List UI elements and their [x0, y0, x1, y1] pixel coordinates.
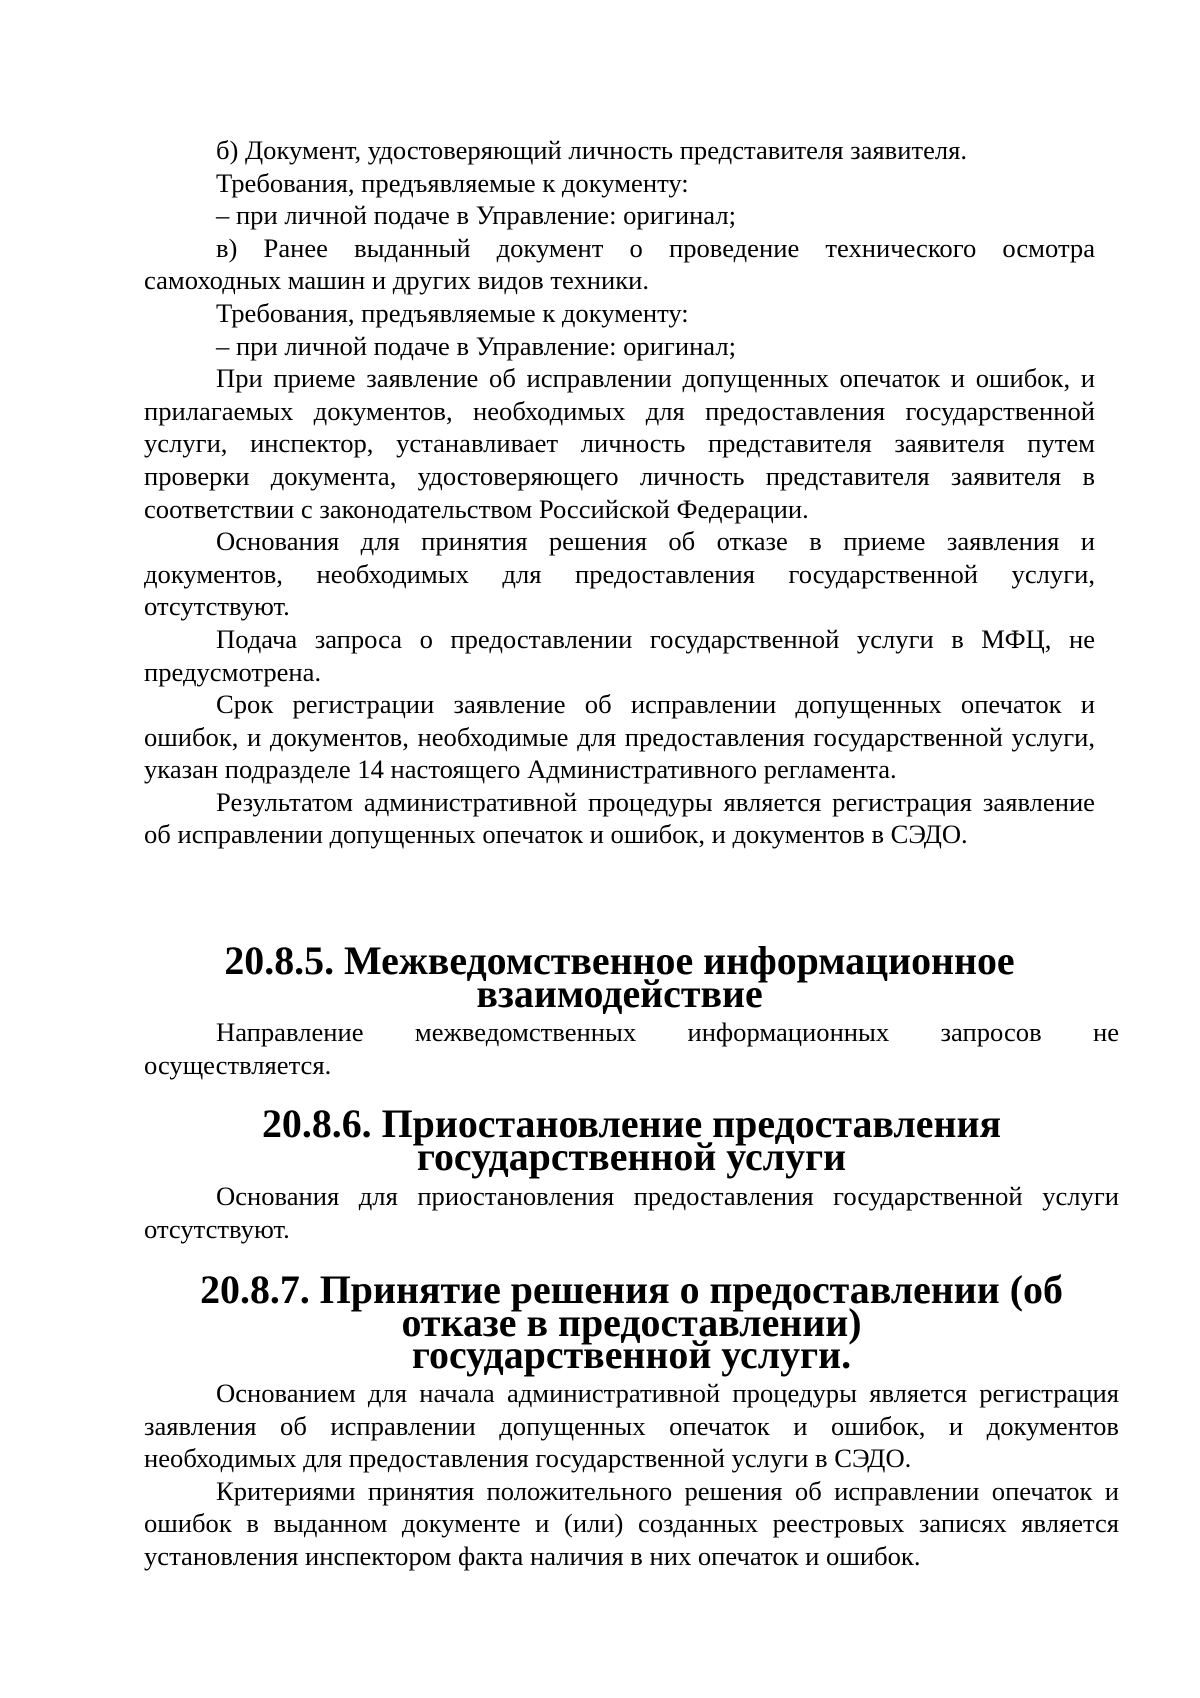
paragraph: Срок регистрации заявление об исправлении допущенных опечаток и ошибок, и документов, необходимые для предоставления государственной услуги, указан подразделе 14 настоящего Административного регламента. [144, 689, 1095, 785]
section-heading-line: 20.8.7. Принятие решения о предоставлении (об отказе в предоставлении) [200, 1267, 1063, 1345]
section-top-body [144, 134, 1095, 851]
paragraph: Результатом административной процедуры является регистрация заявление об исправлении допущенных опечаток и ошибок, и документов в СЭДО. [144, 786, 1095, 850]
paragraph: – при личной подаче в Управление: оригинал; [216, 330, 737, 361]
section-body [144, 1180, 1119, 1245]
section-heading-line: государственной услуги. [411, 1332, 852, 1378]
section-body [144, 1377, 1119, 1573]
paragraph: в) Ранее выданный документ о проведение технического осмотра самоходных машин и других видов техники. [144, 232, 1095, 296]
paragraph: Подача запроса о предоставлении государственной услуги в МФЦ, не предусмотрена. [144, 623, 1095, 687]
section-heading: 20.8.5. Межведомственное информационное взаимодействие [224, 938, 1015, 1016]
paragraph: Требования, предъявляемые к документу: [216, 167, 689, 198]
paragraph: Требования, предъявляемые к документу: [216, 297, 689, 328]
paragraph: Направление межведомственных информационных запросов не осуществляется. [144, 1017, 1119, 1080]
paragraph: Основания для принятия решения об отказе в приеме заявления и документов, необходимых для предоставления государственной услуги, отсутствуют. [144, 526, 1095, 622]
section-heading: 20.8.6. Приостановление предоставления государственной услуги [261, 1101, 1002, 1179]
paragraph: Критериями принятия положительного решения об исправлении опечаток и ошибок в выданном документе и (или) созданных реестровых записях является установления инспектором факта наличия в них опечаток и ошибок. [144, 1475, 1119, 1571]
paragraph: – при личной подаче в Управление: оригинал; [216, 200, 737, 231]
paragraph: Основанием для начала административной процедуры является регистрация заявления об исправлении допущенных опечаток и ошибок, и документов необходимых для предоставления государственной услуги в СЭДО. [144, 1378, 1119, 1474]
paragraph: б) Документ, удостоверяющий личность представителя заявителя. [216, 135, 968, 165]
section-heading [144, 1267, 1119, 1378]
section-body [144, 1016, 1119, 1081]
paragraph: При приеме заявление об исправлении допущенных опечаток и ошибок, и прилагаемых документов, необходимых для предоставления государственной услуги, инспектор, устанавливает личность представителя заявителя путем проверки документа, удостоверяющего личность представителя заявителя в соответствии с законодательством Российской Федерации. [144, 363, 1095, 524]
paragraph: Основания для приостановления предоставления государственной услуги отсутствуют. [144, 1181, 1119, 1244]
